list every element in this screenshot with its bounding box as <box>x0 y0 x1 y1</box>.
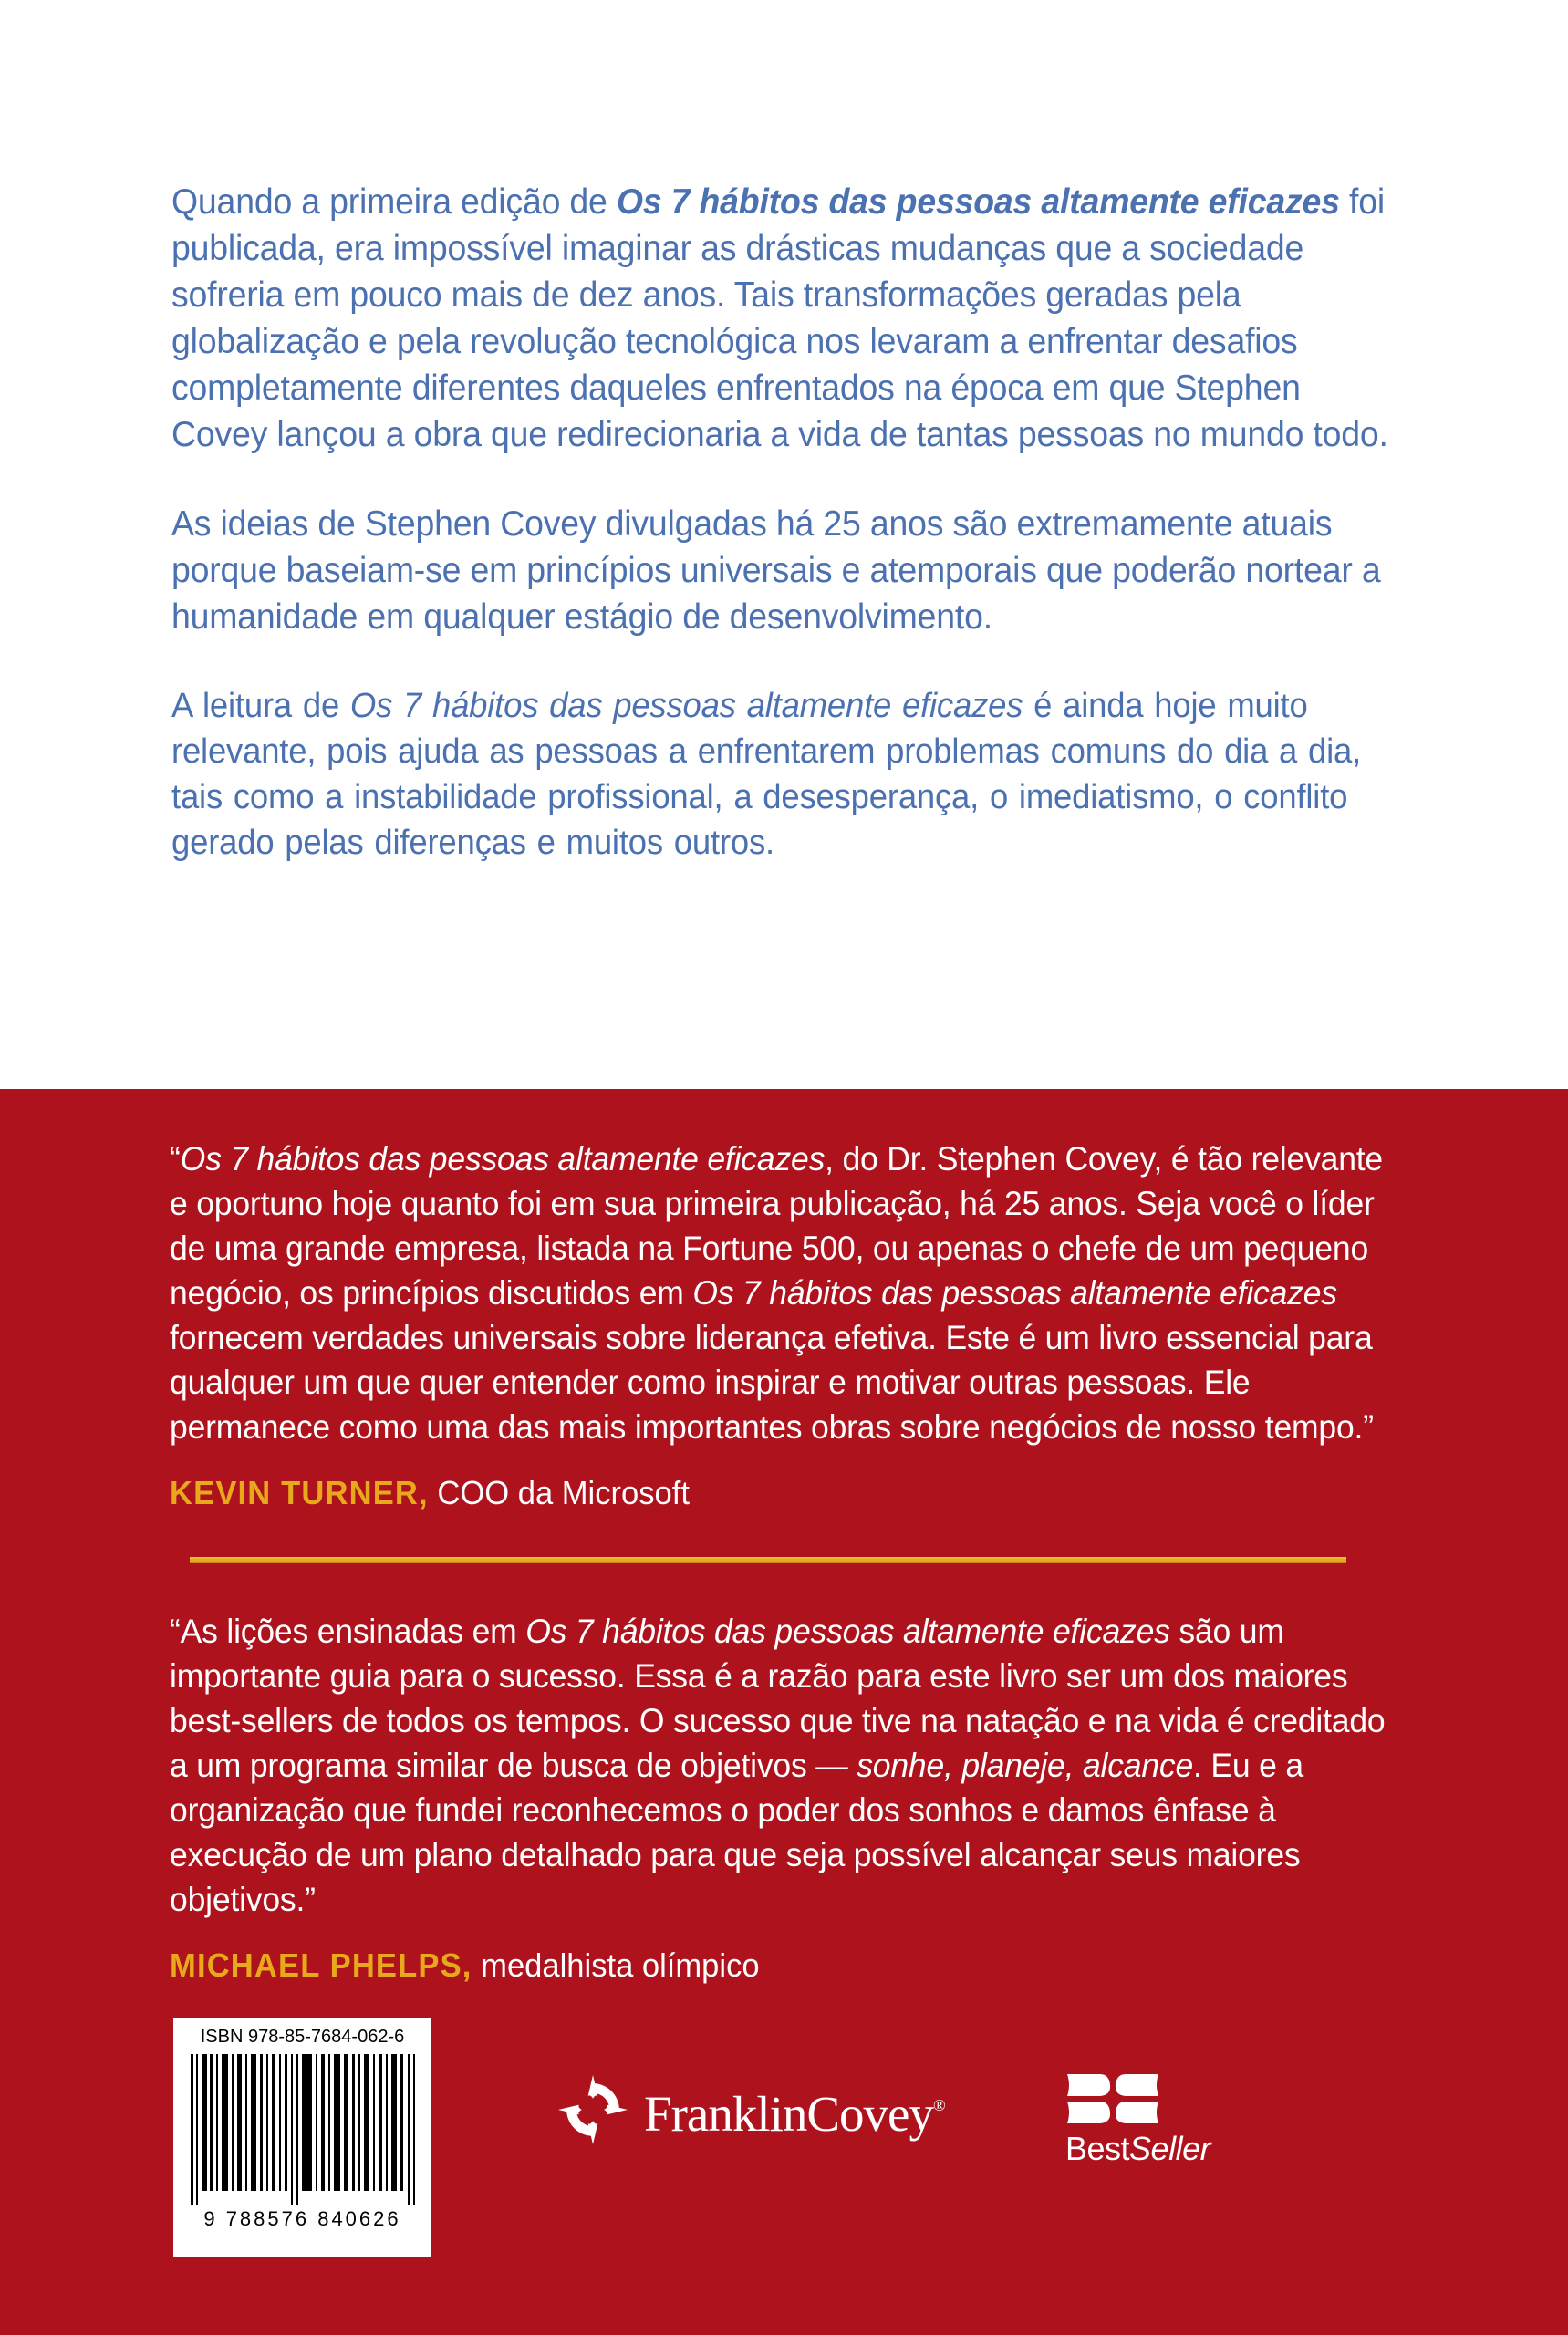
testimonial-quote-michael-phelps: “As lições ensinadas em Os 7 hábitos das pessoas altamente eficazes são um importante guia para o sucesso. Essa é a razão para este livro ser um dos maiores best-sellers de todos os tempos. O sucesso que tive na natação e na vida é creditado a um programa similar de busca de objetivos — sonhe, planeje, alcance. Eu e a organização que fundei reconhecemos o poder dos sonhos e damos ênfase à execução de um plano detalhado para que seja possível alcançar seus maiores objetivos.” <box>170 1613 1386 1918</box>
compass-crosshair-icon <box>558 2075 628 2144</box>
barcode-bars-icon <box>189 2054 417 2205</box>
franklin-covey-name: FranklinCovey <box>644 2086 933 2142</box>
testimonial-author-name: KEVIN TURNER, <box>170 1474 429 1511</box>
franklin-covey-logo <box>558 2075 946 2144</box>
bestseller-name-first: Best <box>1065 2130 1130 2167</box>
cover-footer <box>0 1993 1568 2335</box>
synopsis-paragraph-2: As ideias de Stephen Covey divulgadas há 25 anos são extremamente atuais porque baseiam-se em princípios universais e atemporais que poderão nortear a humanidade em qualquer estágio de desenvolvimento. <box>171 504 1381 637</box>
synopsis-section <box>0 0 1568 1089</box>
testimonial-author-role: COO da Microsoft <box>428 1474 690 1511</box>
bestseller-logo <box>1065 2073 1211 2165</box>
isbn-barcode <box>173 2018 431 2257</box>
synopsis-paragraph-1: Quando a primeira edição de Os 7 hábitos das pessoas altamente eficazes foi publicada, era impossível imaginar as drásticas mudanças que a sociedade sofreria em pouco mais de dez anos. Tais transformações geradas pela globalização e pela revolução tecnológica nos levaram a enfrentar desafios completamente diferentes daqueles enfrentados na época em que Stephen Covey lançou a obra que redirecionaria a vida de tantas pessoas no mundo todo. <box>171 182 1388 454</box>
testimonial-divider <box>190 1557 1346 1563</box>
bestseller-name-second: Seller <box>1129 2130 1211 2167</box>
testimonial-attribution-kevin-turner <box>170 1473 1351 1513</box>
testimonial-author-name: MICHAEL PHELPS, <box>170 1946 472 1984</box>
isbn-label: ISBN 978-85-7684-062-6 <box>200 2027 405 2047</box>
barcode-digits: 9 788576 840626 <box>203 2207 401 2230</box>
franklin-covey-wordmark <box>644 2081 946 2142</box>
bestseller-wordmark <box>1065 2130 1211 2167</box>
testimonial-quote-kevin-turner: “Os 7 hábitos das pessoas altamente eficazes, do Dr. Stephen Covey, é tão relevante e oportuno hoje quanto foi em sua primeira publicação, há 25 anos. Seja você o líder de uma grande empresa, listada na Fortune 500, ou apenas o chefe de um pequeno negócio, os princípios discutidos em Os 7 hábitos das pessoas altamente eficazes fornecem verdades universais sobre liderança efetiva. Este é um livro essencial para qualquer um que quer entender como inspirar e motivar outras pessoas. Ele permanece como uma das mais importantes obras sobre negócios de nosso tempo.” <box>170 1140 1384 1446</box>
registered-trademark-icon: ® <box>932 2096 946 2114</box>
testimonial-attribution-michael-phelps <box>170 1946 1351 1986</box>
testimonial-author-role: medalhista olímpico <box>472 1946 760 1984</box>
synopsis-paragraph-3: A leitura de Os 7 hábitos das pessoas altamente eficazes é ainda hoje muito relevante, pois ajuda as pessoas a enfrentarem problemas comuns do dia a dia, tais como a instabilidade profissional, a desesperança, o imediatismo, o conflito gerado pelas diferenças e muitos outros. <box>171 687 1362 862</box>
bs-book-monogram-icon <box>1067 2073 1158 2124</box>
